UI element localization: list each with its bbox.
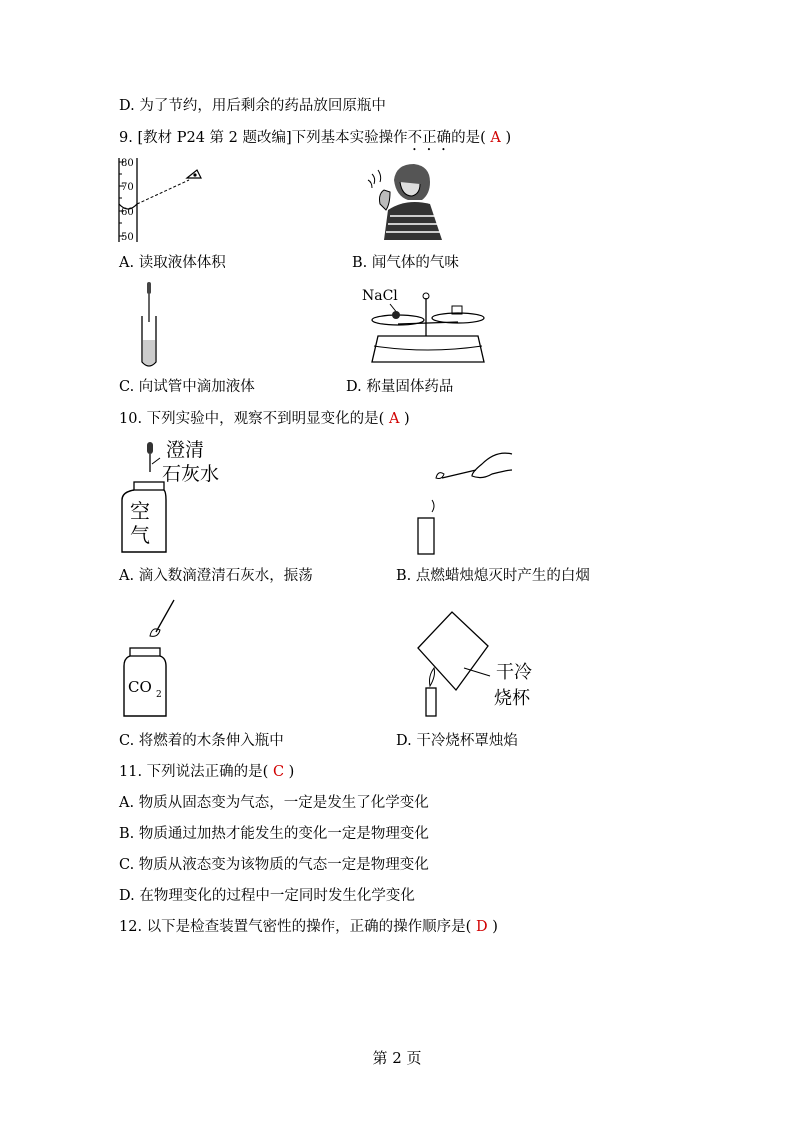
tick-70: 70	[121, 182, 134, 193]
limewater-label-1: 澄清	[166, 439, 205, 461]
candle	[426, 688, 436, 716]
limewater-air-bottle-figure	[120, 438, 230, 554]
tick-80: 80	[121, 158, 134, 169]
smelling-gas-figure	[366, 160, 446, 242]
hand	[472, 453, 512, 477]
sweater	[384, 202, 442, 240]
q9-caption-a: A. 读取液体体积	[119, 255, 226, 271]
q10-caption-c: C. 将燃着的木条伸入瓶中	[119, 733, 284, 749]
cylinder-reading-figure	[117, 156, 217, 244]
q10-answer: A	[388, 411, 400, 427]
beaker	[418, 612, 488, 690]
q9-close: )	[505, 130, 512, 146]
page-number: 第 2 页	[372, 1049, 422, 1067]
beaker-label-2: 烧杯	[494, 688, 530, 709]
q9-emphasis: 不正确	[407, 130, 452, 146]
sight-line	[137, 180, 189, 204]
q12-close: )	[492, 919, 498, 935]
q11-close: )	[288, 764, 295, 780]
q10-stem	[119, 409, 410, 429]
q11-option-c: C. 物质从液态变为该物质的气态一定是物理变化	[119, 857, 429, 873]
co2-bottle-figure	[120, 596, 190, 720]
q10-caption-b: B. 点燃蜡烛熄灭时产生的白烟	[396, 568, 590, 584]
q11-prefix: 11. 下列说法正确的是(	[119, 764, 269, 780]
q9-stem	[119, 128, 511, 154]
flame-icon	[150, 629, 160, 637]
flame-icon	[430, 668, 435, 686]
q9-caption-c: C. 向试管中滴加液体	[119, 379, 255, 395]
q9-caption-b: B. 闻气体的气味	[352, 255, 459, 271]
cold-beaker-figure	[412, 606, 542, 718]
candle-smoke-figure	[412, 440, 522, 556]
q10-caption-a: A. 滴入数滴澄清石灰水，振荡	[119, 568, 313, 584]
q10-close: )	[404, 411, 410, 427]
q11-answer: C	[272, 764, 285, 780]
q10-caption-d: D. 干冷烧杯罩烛焰	[396, 733, 518, 749]
q9-suffix: 的是(	[451, 130, 486, 146]
q11-option-b: B. 物质通过加热才能发生的变化一定是物理变化	[119, 826, 429, 842]
q9-caption-d: D. 称量固体药品	[346, 379, 454, 395]
balance-figure	[360, 284, 494, 368]
q9-prefix: 9. [教材 P24 第 2 题改编]下列基本实验操作	[119, 130, 408, 146]
air-label-2: 气	[130, 523, 150, 547]
match	[442, 470, 476, 478]
limewater-label-2: 石灰水	[162, 463, 220, 485]
fanning-hand-icon	[368, 170, 381, 188]
co2-subscript: 2	[156, 690, 162, 700]
co2-label: CO	[128, 678, 152, 696]
q12-prefix: 12. 以下是检查装置气密性的操作，正确的操作顺序是(	[119, 919, 472, 935]
nacl-label: NaCl	[362, 288, 398, 304]
q10-prefix: 10. 下列实验中，观察不到明显变化的是(	[119, 411, 385, 427]
bottle	[380, 190, 391, 210]
tick-50: 50	[121, 232, 134, 243]
q9-answer: A	[490, 130, 501, 146]
q11-option-a: A. 物质从固态变为气态，一定是发生了化学变化	[119, 795, 429, 811]
q12-answer: D	[475, 919, 488, 935]
q11-option-d: D. 在物理变化的过程中一定同时发生化学变化	[119, 888, 415, 904]
beaker-label-1: 干冷	[496, 662, 532, 683]
candle	[418, 518, 434, 554]
air-label-1: 空	[130, 499, 150, 523]
q11-stem	[119, 762, 294, 782]
q12-stem	[119, 917, 498, 937]
burning-stick	[156, 600, 174, 632]
balance-base	[372, 336, 484, 362]
q8-option-d: D. 为了节约，用后剩余的药品放回原瓶中	[119, 98, 386, 114]
dropper-test-tube-figure	[136, 282, 166, 370]
tick-60: 60	[121, 207, 134, 218]
